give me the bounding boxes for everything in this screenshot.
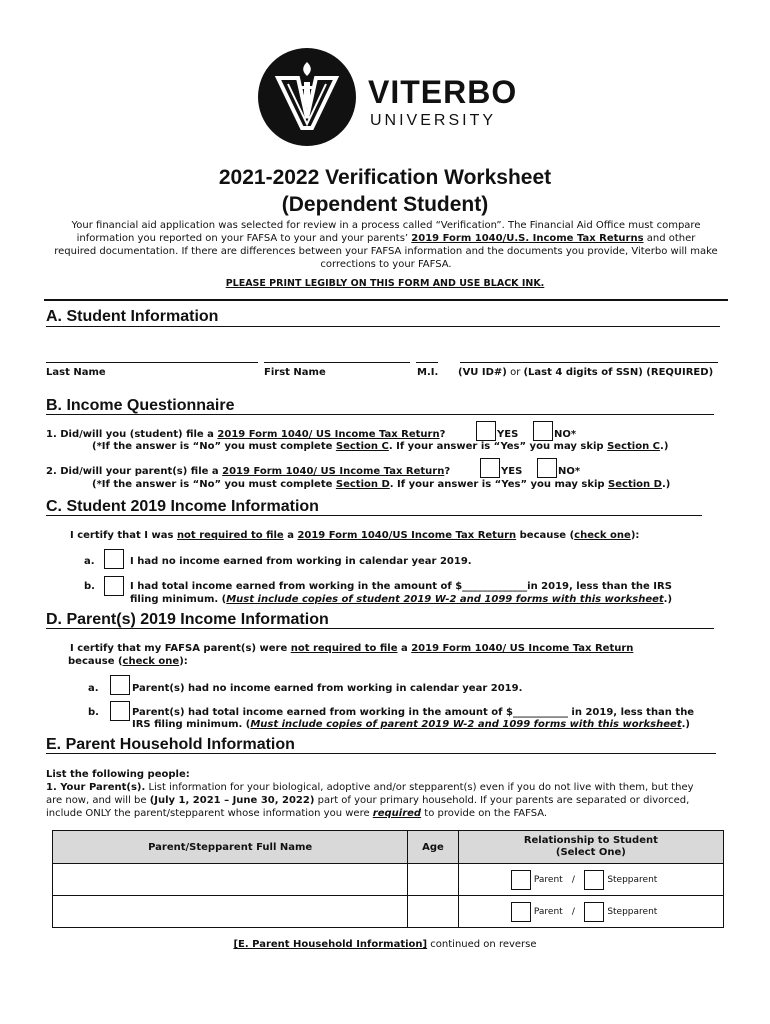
certify-emphasis: check one bbox=[574, 530, 631, 541]
parent-household-table bbox=[52, 830, 724, 928]
section-a-heading: A. Student Information bbox=[46, 308, 219, 325]
middle-initial-field[interactable] bbox=[416, 362, 438, 363]
note-text: .) bbox=[663, 594, 673, 605]
certify-text: because ( bbox=[516, 530, 575, 541]
parent-name-cell[interactable] bbox=[53, 896, 408, 928]
id-label bbox=[458, 366, 713, 379]
certify-emphasis: not required to file bbox=[176, 530, 284, 541]
q1-yes-label: YES bbox=[497, 429, 519, 440]
section-underline bbox=[46, 515, 702, 516]
intro-text: information you reported on your FAFSA to your and your parents’ bbox=[76, 233, 412, 244]
question-1-note bbox=[92, 440, 668, 453]
parent-age-cell[interactable] bbox=[408, 864, 458, 896]
note-link: Section C bbox=[607, 441, 661, 452]
certify-emphasis: 2019 Form 1040/ US Income Tax Return bbox=[411, 643, 634, 654]
note-text: .) bbox=[681, 719, 690, 730]
option-a-label: a. bbox=[88, 683, 99, 694]
q2-no-checkbox[interactable] bbox=[537, 458, 557, 478]
stepparent-label: Stepparent bbox=[607, 874, 658, 885]
parent-age-cell[interactable] bbox=[408, 896, 458, 928]
question-emphasis: 2019 Form 1040/ US Income Tax Return bbox=[217, 429, 440, 440]
question-text: ? bbox=[439, 429, 446, 440]
question-text: 2. Did/will your parent(s) file a bbox=[46, 466, 223, 477]
stepparent-checkbox[interactable] bbox=[584, 902, 604, 922]
instruction-emphasis: required bbox=[372, 808, 422, 819]
relationship-cell bbox=[458, 896, 723, 928]
intro-line-3: required documentation. If there are differences between your FAFSA information and the documents you provide, Viterbo will make bbox=[54, 246, 718, 257]
student-certify-statement bbox=[70, 529, 639, 542]
last-name-field[interactable] bbox=[46, 362, 258, 363]
student-option-a-text: I had no income earned from working in calendar year 2019. bbox=[130, 556, 472, 567]
section-underline bbox=[46, 326, 720, 327]
certify-text: I certify that my FAFSA parent(s) were bbox=[70, 643, 291, 654]
intro-text: and other bbox=[643, 233, 696, 244]
stepparent-label: Stepparent bbox=[607, 906, 658, 917]
id-label-part: (VU ID#) bbox=[458, 367, 507, 378]
parent-name-cell[interactable] bbox=[53, 864, 408, 896]
relationship-header-line: Relationship to Student bbox=[523, 835, 658, 846]
continued-emphasis: [E. Parent Household Information] bbox=[233, 939, 428, 950]
option-b-label: b. bbox=[84, 581, 95, 592]
note-link: Section D bbox=[608, 479, 662, 490]
logo-subtitle: UNIVERSITY bbox=[370, 112, 497, 129]
q2-no-label: NO* bbox=[558, 466, 581, 477]
household-instructions-1 bbox=[46, 781, 726, 794]
q2-yes-label: YES bbox=[501, 466, 523, 477]
parent-checkbox[interactable] bbox=[511, 870, 531, 890]
logo-name: VITERBO bbox=[368, 74, 518, 110]
parent-option-b-note bbox=[132, 718, 690, 731]
note-text: .) bbox=[660, 441, 669, 452]
id-label-or: or bbox=[506, 367, 524, 378]
instruction-text: include ONLY the parent/stepparent whose information you were bbox=[46, 808, 373, 819]
relationship-cell bbox=[458, 864, 723, 896]
option-b-label: b. bbox=[88, 707, 99, 718]
section-e-heading: E. Parent Household Information bbox=[46, 736, 295, 753]
divider bbox=[44, 299, 728, 301]
page-subtitle: (Dependent Student) bbox=[281, 193, 489, 216]
household-instructions-3 bbox=[46, 807, 547, 820]
question-2-note bbox=[92, 478, 670, 491]
question-emphasis: 2019 Form 1040/ US Income Tax Return bbox=[222, 466, 445, 477]
parent-option-a-checkbox[interactable] bbox=[110, 675, 130, 695]
parent-option-a-text: Parent(s) had no income earned from working in calendar year 2019. bbox=[132, 683, 523, 694]
viterbo-logo bbox=[258, 48, 518, 148]
viterbo-seal-icon bbox=[258, 48, 356, 146]
student-option-a-checkbox[interactable] bbox=[104, 549, 124, 569]
first-name-label: First Name bbox=[264, 367, 326, 378]
certify-text: I certify that I was bbox=[70, 530, 177, 541]
parent-checkbox[interactable] bbox=[511, 902, 531, 922]
intro-paragraph bbox=[44, 219, 728, 271]
column-header-name: Parent/Stepparent Full Name bbox=[53, 831, 408, 864]
instruction-text: are now, and will be bbox=[46, 795, 150, 806]
certify-text: a bbox=[397, 643, 412, 654]
question-2 bbox=[46, 465, 450, 478]
page-title: 2021-2022 Verification Worksheet bbox=[218, 166, 552, 189]
note-text: .) bbox=[661, 479, 671, 490]
student-option-b-checkbox[interactable] bbox=[104, 576, 124, 596]
intro-line-1: Your financial aid application was selected for review in a process called “Verification”. The Financial Aid Office must compare bbox=[71, 220, 701, 231]
instruction-emphasis: 1. Your Parent(s). bbox=[46, 782, 146, 793]
certify-text: ): bbox=[179, 656, 188, 667]
note-text: . If your answer is “Yes” you may skip bbox=[389, 479, 609, 490]
section-b-heading: B. Income Questionnaire bbox=[46, 397, 235, 414]
certify-emphasis: check one bbox=[122, 656, 180, 667]
q2-yes-checkbox[interactable] bbox=[480, 458, 500, 478]
parent-option-b-text: Parent(s) had total income earned from working in the amount of $___________ in 2019, less than the bbox=[132, 707, 695, 718]
note-link: Section D bbox=[335, 479, 390, 490]
note-text: IRS filing minimum. ( bbox=[132, 719, 251, 730]
relationship-header-line: (Select One) bbox=[555, 847, 626, 858]
intro-emphasis: 2019 Form 1040/U.S. Income Tax Returns bbox=[411, 233, 644, 244]
continued-text: continued on reverse bbox=[427, 939, 537, 950]
note-link: Section C bbox=[335, 441, 389, 452]
certify-emphasis: not required to file bbox=[290, 643, 398, 654]
section-underline bbox=[46, 628, 714, 629]
certify-text: because ( bbox=[68, 656, 123, 667]
question-text: ? bbox=[444, 466, 451, 477]
student-option-b-text: I had total income earned from working in the amount of $_____________in 2019, less than the IRS bbox=[130, 581, 672, 592]
option-a-label: a. bbox=[84, 556, 95, 567]
first-name-field[interactable] bbox=[264, 362, 410, 363]
instruction-text: to provide on the FAFSA. bbox=[421, 808, 548, 819]
note-emphasis: Must include copies of parent 2019 W-2 and 1099 forms with this worksheet bbox=[250, 719, 682, 730]
household-instructions-2 bbox=[46, 794, 689, 807]
mi-label: M.I. bbox=[417, 367, 439, 378]
section-d-heading: D. Parent(s) 2019 Income Information bbox=[46, 611, 329, 628]
list-label: List the following people: bbox=[46, 769, 190, 780]
q1-no-label: NO* bbox=[554, 429, 577, 440]
intro-line-2 bbox=[44, 232, 728, 245]
instruction-emphasis: (July 1, 2021 – June 30, 2022) bbox=[149, 795, 315, 806]
column-header-relationship bbox=[458, 831, 723, 864]
intro-line-4: corrections to your FAFSA. bbox=[320, 259, 452, 270]
question-text: 1. Did/will you (student) file a bbox=[46, 429, 218, 440]
id-label-part: (Last 4 digits of SSN) (REQUIRED) bbox=[523, 367, 714, 378]
section-c-heading: C. Student 2019 Income Information bbox=[46, 498, 319, 515]
parent-option-b-checkbox[interactable] bbox=[110, 701, 130, 721]
student-option-b-note bbox=[130, 593, 672, 606]
parent-certify-statement bbox=[70, 642, 633, 655]
continued-note bbox=[0, 938, 770, 951]
table-header-row bbox=[53, 831, 724, 864]
note-emphasis: Must include copies of student 2019 W-2 and 1099 forms with this worksheet bbox=[226, 594, 664, 605]
section-underline bbox=[46, 753, 716, 754]
note-text: (*If the answer is “No” you must complete bbox=[92, 479, 336, 490]
parent-certify-statement-2 bbox=[68, 655, 188, 668]
last-name-label: Last Name bbox=[46, 367, 106, 378]
student-id-field[interactable] bbox=[460, 362, 718, 363]
parent-label: Parent bbox=[533, 906, 563, 917]
certify-text: ): bbox=[630, 530, 640, 541]
stepparent-checkbox[interactable] bbox=[584, 870, 604, 890]
section-underline bbox=[46, 414, 714, 415]
note-text: (*If the answer is “No” you must complete bbox=[92, 441, 336, 452]
slash-separator: / bbox=[571, 874, 575, 885]
instruction-text: part of your primary household. If your parents are separated or divorced, bbox=[314, 795, 690, 806]
print-notice: PLEASE PRINT LEGIBLY ON THIS FORM AND USE BLACK INK. bbox=[225, 278, 545, 289]
note-text: . If your answer is “Yes” you may skip bbox=[388, 441, 608, 452]
q1-no-checkbox[interactable] bbox=[533, 421, 553, 441]
parent-label: Parent bbox=[533, 874, 563, 885]
note-text: filing minimum. ( bbox=[130, 594, 227, 605]
table-row bbox=[53, 864, 724, 896]
instruction-text: List information for your biological, adoptive and/or stepparent(s) even if you do not live with them, but they bbox=[145, 782, 694, 793]
certify-emphasis: 2019 Form 1040/US Income Tax Return bbox=[297, 530, 517, 541]
table-row bbox=[53, 896, 724, 928]
q1-yes-checkbox[interactable] bbox=[476, 421, 496, 441]
slash-separator: / bbox=[571, 906, 575, 917]
certify-text: a bbox=[283, 530, 298, 541]
column-header-age: Age bbox=[408, 831, 458, 864]
